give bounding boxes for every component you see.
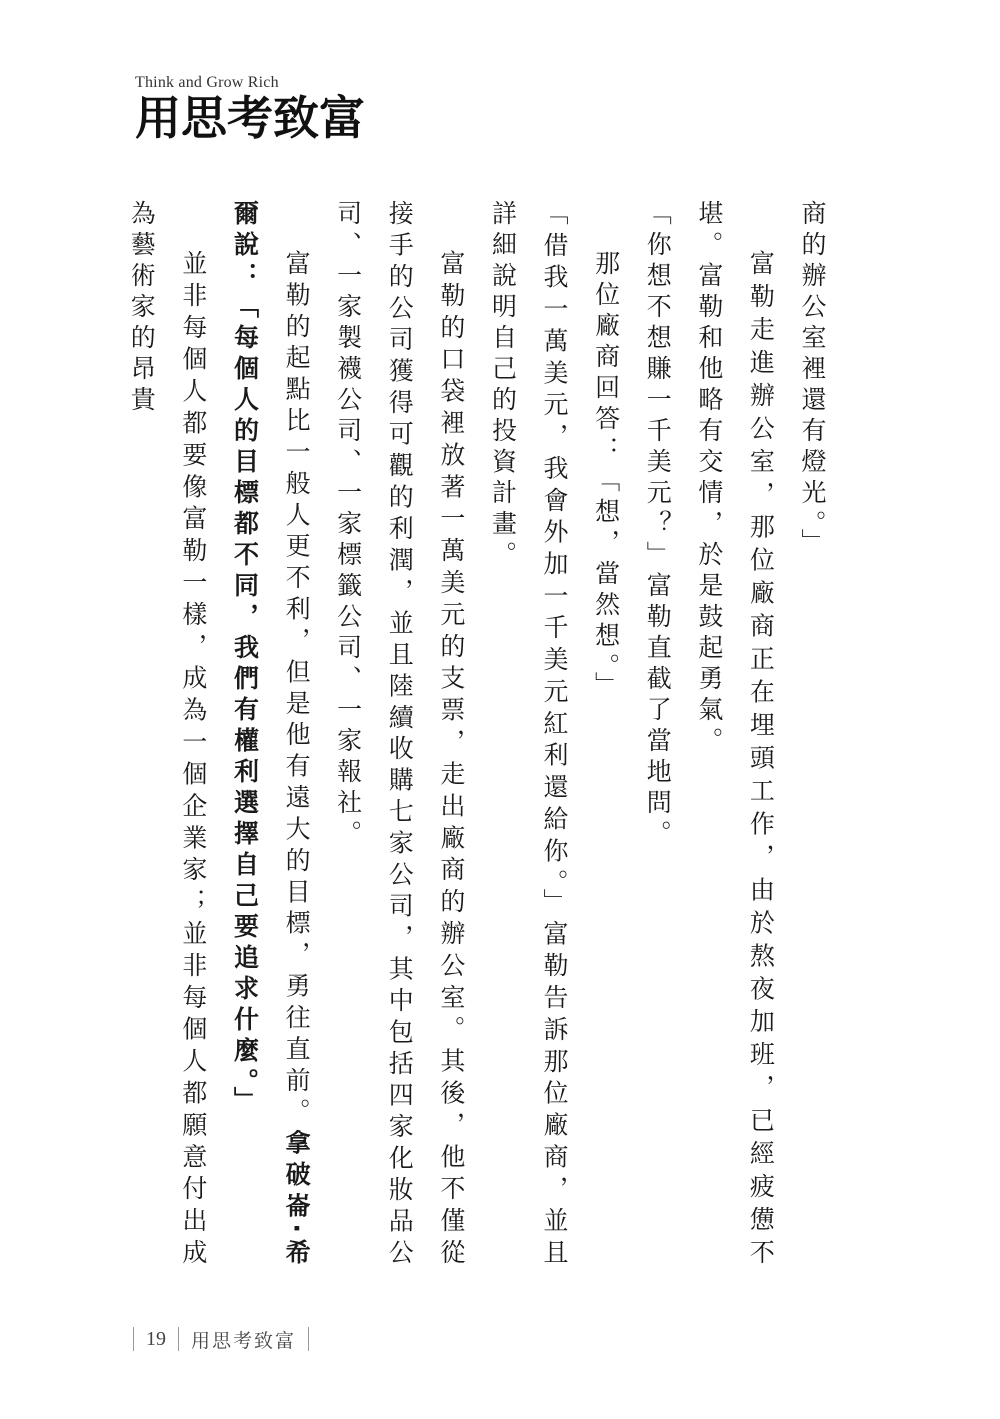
paragraph xyxy=(580,200,632,1270)
footer-book-title: 用思考致富 xyxy=(191,1329,297,1352)
paragraph-text: 那位廠商回答：「想，當然想。」 xyxy=(591,250,621,703)
bold-quote-text: 拿破崙‧希爾說：「每個人的目標都不同，我們有權利選擇自己要追求什麼。」 xyxy=(230,200,312,1270)
chinese-title: 用思考致富 xyxy=(135,91,365,145)
paragraph-text: 富勒的起點比一般人更不利，但是他有遠大的目標，勇往直前。 xyxy=(282,250,312,1130)
footer-divider-right xyxy=(308,1327,309,1351)
page-header xyxy=(135,74,365,144)
paragraph xyxy=(786,200,838,1270)
paragraph xyxy=(632,200,684,1270)
vertical-body-text xyxy=(127,200,838,1270)
paragraph-text: 富勒的口袋裡放著一萬美元的支票，走出廠商的辦公室。其後，他不僅從接手的公司獲得可觀的利潤，並且陸續收購七家公司，其中包括四家化妝品公司、一家製襪公司、一家標籤公司、一家報社。 xyxy=(333,200,466,1270)
paragraph xyxy=(116,200,219,1270)
paragraph-text: 「你想不想賺一千美元？」富勒直截了當地問。 xyxy=(643,200,673,851)
paragraph-text: 富勒走進辦公室，那位廠商正在埋頭工作，由於熬夜加班，已經疲憊不堪。富勒和他略有交情，於是鼓起勇氣。 xyxy=(694,200,776,1270)
english-title: Think and Grow Rich xyxy=(135,74,279,91)
paragraph-text: 商的辦公室裡還有燈光。」 xyxy=(798,200,827,560)
footer-divider-middle xyxy=(178,1327,179,1351)
paragraph xyxy=(683,200,786,1270)
paragraph xyxy=(322,200,477,1270)
paragraph xyxy=(477,200,580,1270)
footer-divider-left xyxy=(133,1327,134,1351)
page-footer xyxy=(133,1326,309,1352)
paragraph xyxy=(219,200,322,1270)
page-number: 19 xyxy=(146,1327,166,1350)
paragraph-text: 「借我一萬美元，我會外加一千美元紅利還給你。」富勒告訴那位廠商，並且詳細說明自己的投資計畫。 xyxy=(488,200,570,1270)
paragraph-text: 並非每個人都要像富勒一樣，成為一個企業家；並非每個人都願意付出成為藝術家的昂貴 xyxy=(127,200,208,1270)
